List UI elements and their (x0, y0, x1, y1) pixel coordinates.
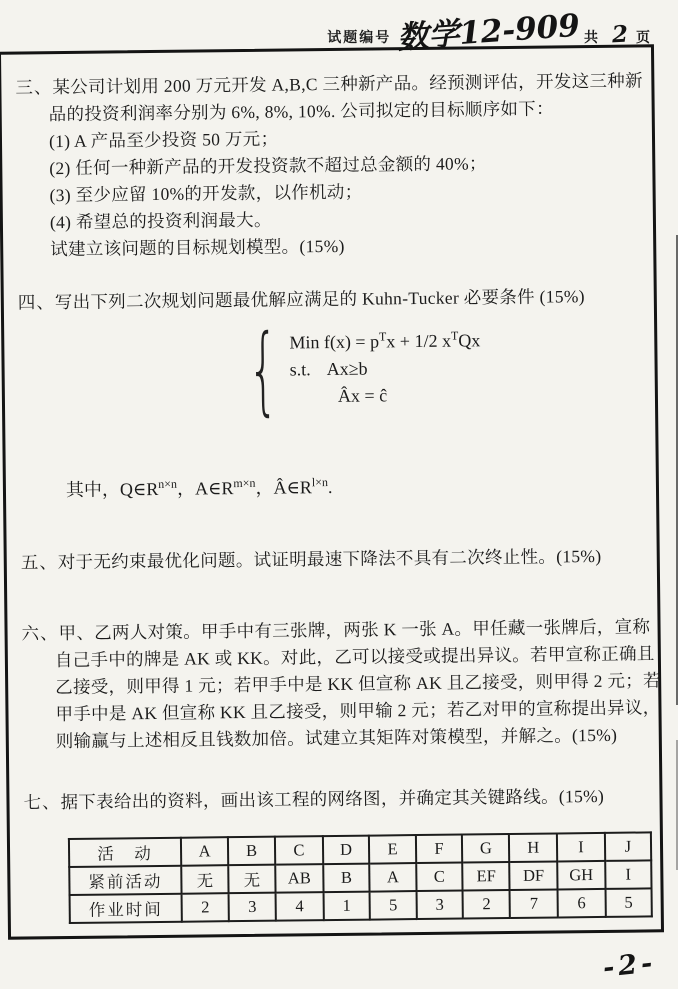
formula-text: . (327, 476, 333, 498)
question-3-subitem: (2) 任何一种新产品的开发投资款不超过总金额的 40%； (49, 153, 487, 179)
table-cell: F (416, 835, 463, 864)
row-header: 活 动 (69, 838, 181, 867)
formula-text: x + 1/2 x (386, 330, 452, 351)
page-count-handwritten: 2 (611, 20, 629, 49)
table-cell: B (323, 864, 370, 893)
question-4-line (18, 282, 646, 316)
question-6 (21, 613, 661, 755)
question-5 (21, 542, 649, 576)
row-header: 紧前活动 (69, 866, 181, 895)
question-number: 六、 (21, 623, 59, 644)
table-cell: AB (275, 864, 323, 893)
question-text: 甲、乙两人对策。甲手中有三张牌，两张 K 一张 A。甲任藏一张牌后，宣称 (58, 616, 651, 644)
formula-lines (289, 327, 481, 410)
table-cell: G (462, 834, 510, 863)
question-6-line: 自己手中的牌是 AK 或 KK。对此，乙可以接受或提出异议。若甲宣称正确且 (54, 643, 655, 671)
table-cell: 3 (416, 891, 463, 920)
pages-unit-label: 页 (636, 31, 652, 46)
total-label: 共 (583, 31, 600, 46)
exam-code-label: 试题编号 (327, 31, 392, 46)
table-cell: 无 (181, 865, 228, 894)
question-7-line (23, 782, 651, 816)
table-cell: 6 (558, 889, 606, 918)
question-3-subitem: (3) 至少应留 10%的开发款，以作机动； (49, 181, 363, 206)
table-cell: 4 (276, 892, 324, 921)
question-4 (18, 282, 648, 502)
question-7 (23, 782, 652, 924)
table-cell: 5 (605, 888, 652, 917)
activity-table (68, 831, 653, 924)
superscript: m×n (233, 475, 256, 491)
table-row (70, 888, 652, 923)
formula-text: 其中，Q∈R (65, 478, 159, 501)
formula-text: Ax≥b (326, 358, 368, 379)
table-cell: 无 (228, 865, 275, 894)
formula-constraint-1 (290, 354, 481, 383)
table-cell: B (228, 837, 275, 866)
question-text: 对于无约束最优化问题。试证明最速下降法不具有二次终止性。(15%) (57, 545, 602, 573)
table-cell: C (275, 836, 323, 865)
table-cell: EF (462, 862, 510, 891)
question-6-line: 乙接受，则甲得 1 元；若甲手中是 KK 但宣称 AK 且乙接受，则甲得 2 元；若 (55, 670, 661, 698)
formula-block (232, 313, 647, 426)
superscript: l×n (311, 475, 328, 490)
superscript: T (450, 328, 459, 343)
question-3-subitem: (4) 希望总的投资利润最大。 (49, 209, 272, 233)
formula-domain-note (66, 469, 648, 502)
question-3-closing: 试建立该问题的目标规划模型。(15%) (50, 235, 345, 260)
formula-text: ，A∈R (176, 478, 234, 499)
table-cell: H (509, 833, 557, 862)
table-cell: DF (510, 861, 558, 890)
row-header: 作业时间 (70, 894, 182, 923)
table-cell: GH (557, 861, 605, 890)
formula-text: Min f(x) = p (289, 330, 380, 352)
formula-text: Qx (458, 329, 481, 351)
table-cell: C (416, 863, 463, 892)
table-cell: D (323, 836, 370, 865)
formula-constraint-2: Âx = ĉ (337, 384, 388, 406)
question-3 (15, 67, 645, 263)
question-number: 五、 (20, 552, 58, 573)
table-cell: 2 (463, 890, 511, 919)
table-cell: 5 (370, 891, 417, 920)
table-cell: 2 (182, 893, 229, 922)
question-3-line: 品的投资利润率分别为 6%, 8%, 10%. 公司拟定的目标顺序如下： (48, 98, 554, 125)
question-5-line (21, 542, 649, 576)
table-cell: 7 (510, 889, 558, 918)
superscript: n×n (158, 476, 178, 491)
question-text: 写出下列二次规划问题最优解应满足的 Kuhn-Tucker 必要条件 (15%) (54, 286, 585, 313)
question-6-line: 则输赢与上述相反且钱数加倍。试建立其矩阵对策模型，并解之。(15%) (55, 724, 618, 752)
question-number: 七、 (23, 792, 61, 813)
exam-code-handwritten: 数学12-909 (396, 7, 582, 57)
content-frame (0, 44, 664, 939)
question-3-subitem: (1) A 产品至少投资 50 万元； (48, 128, 279, 152)
question-text: 据下表给出的资料，画出该工程的网络图，并确定其关键路线。(15%) (60, 785, 605, 813)
table-cell: A (369, 863, 416, 892)
formula-objective (289, 327, 480, 356)
table-cell: J (605, 832, 652, 861)
table-cell: A (181, 837, 228, 866)
table-cell: 1 (323, 892, 370, 921)
question-6-line: 甲手中是 AK 但宣称 KK 且乙接受，则甲输 2 元；若乙对甲的宣称提出异议， (55, 697, 661, 725)
table-cell: 3 (229, 893, 276, 922)
question-number: 四、 (17, 292, 55, 313)
formula-text: ，Â∈R (255, 477, 312, 498)
page-number: -2- (601, 947, 658, 984)
table-cell: I (557, 833, 605, 862)
question-text: 某公司计划用 200 万元开发 A,B,C 三种新产品。经预测评估，开发这三种新 (52, 70, 643, 98)
superscript: T (378, 328, 387, 343)
left-curly-brace: { (247, 313, 280, 426)
table-cell: E (369, 835, 416, 864)
subject-to-label: s.t. (289, 358, 311, 379)
question-number: 三、 (15, 77, 53, 98)
table-cell: I (605, 860, 652, 889)
